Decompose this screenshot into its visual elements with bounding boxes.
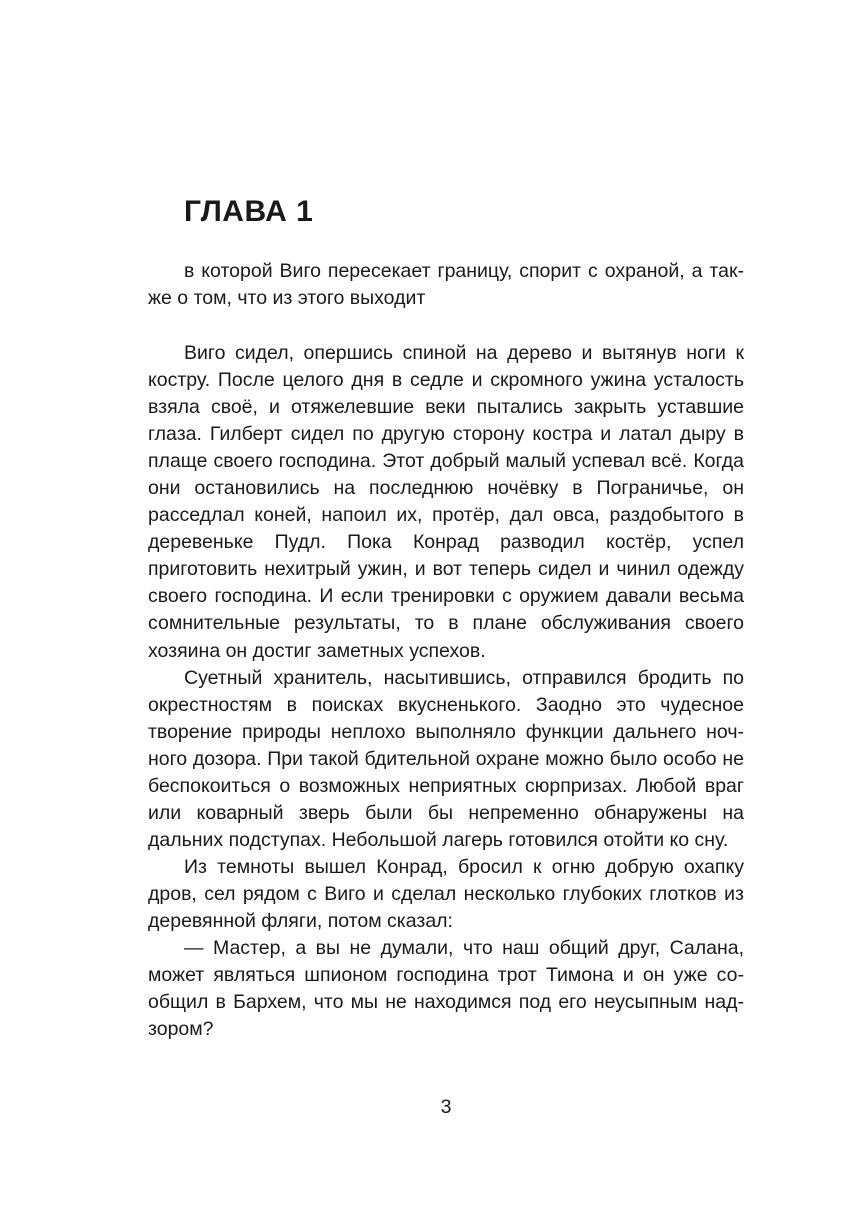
chapter-title: ГЛАВА 1 [184,195,314,228]
book-page [148,0,744,1211]
page-number: 3 [440,1096,452,1118]
chapter-subtitle: в которой Виго пересекает границу, спорит с охраной, а также о том, что из этого выходит [148,260,744,309]
paragraph: Суетный хранитель, насытившись, отправился бродить по окрестностям в поисках вкусненького. Заодно это чудесное творение природы неплохо выполняло функции дальнего ночного дозора. При такой бдительной охране можно было особо не беспокоиться о возможных неприятных сюрпризах. Любой враг или коварный зверь были бы непременно обнаружены на дальних подступах. Небольшой лагерь готовился отойти ко сну. [148,666,744,851]
paragraph: — Мастер, а вы не думали, что наш общий друг, Салана, может являться шпионом господина трот Тимона и он уже сообщил в Бархем, что мы не находимся под его неусыпным надзором? [148,937,744,1041]
paragraph: Виго сидел, опершись спиной на дерево и вытянув ноги к костру. После целого дня в седле и скромного ужина усталость взяла своё, и отяжелевшие веки пытались закрыть уставшие глаза. Гилберт сидел по другую сторону костра и латал дыру в плаще своего господина. Этот добрый малый успевал всё. Когда они остановились на последнюю ночёвку в Пограничье, он расседлал коней, напоил их, протёр, дал овса, раздобытого в деревеньке Пудл. Пока Конрад разводил костёр, успел приготовить нехитрый ужин, и вот теперь сидел и чинил одежду своего господина. И если тренировки с оружием давали весьма сомнительные результаты, то в плане обслуживания своего хозяина он достиг заметных успехов. [148,342,744,662]
chapter-body [148,340,744,1043]
paragraph: Из темноты вышел Конрад, бросил к огню добрую охапку дров, сел рядом с Виго и сделал несколько глубоких глотков из деревянной фляги, потом сказал: [148,855,744,932]
